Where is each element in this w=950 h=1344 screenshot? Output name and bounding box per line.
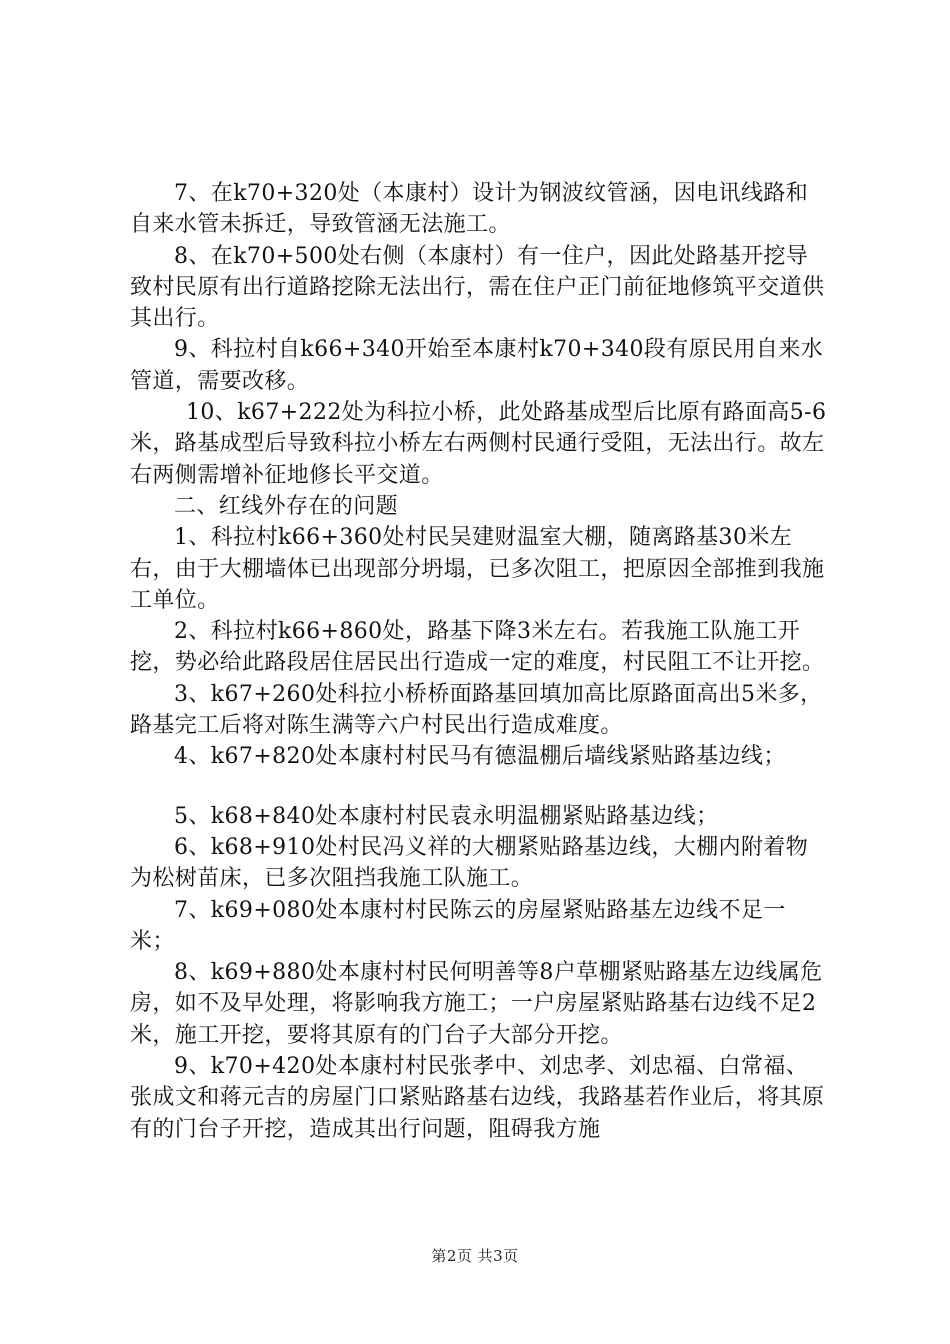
paragraph-issue-2: 2、科拉村k66+860处，路基下降3米左右。若我施工队施工开挖，势必给此路段居住居民出行造成一定的难度，村民阻工不让开挖。 [130, 619, 825, 676]
paragraph-issue-1: 1、科拉村k66+360处村民吴建财温室大棚，随离路基30米左右，由于大棚墙体已出现部分坍塌，已多次阻工，把原因全部推到我施工单位。 [130, 525, 825, 613]
section-heading: 二、红线外存在的问题 [174, 493, 399, 519]
paragraph-issue-6: 6、k68+910处村民冯义祥的大棚紧贴路基边线，大棚内附着物为松树苗床，已多次阻挡我施工队施工。 [130, 834, 809, 892]
paragraph-issue-4: 4、k67+820处本康村村民马有德温棚后墙线紧贴路基边线； [174, 744, 786, 770]
paragraph-item-9-water-pipe: 9、科拉村自k66+340开始至本康村k70+340段有原民用自来水管道，需要改移。 [130, 337, 824, 394]
paragraph-issue-8: 8、k69+880处本康村村民何明善等8户草棚紧贴路基左边线属危房，如不及早处理，将影响我方施工；一户房屋紧贴路基右边线不足2米，施工开挖，要将其原有的门台子大部分开挖。 [130, 960, 823, 1048]
paragraph-issue-3: 3、k67+260处科拉小桥桥面路基回填加高比原路面高出5米多，路基完工后将对陈生满等六户村民出行造成难度。 [130, 681, 823, 739]
paragraph-issue-9: 9、k70+420处本康村村民张孝中、刘忠孝、刘忠福、白常福、张成文和蒋元吉的房屋门口紧贴路基右边线，我路基若作业后，将其原有的门台子开挖，造成其出行问题，阻碍我方施 [130, 1054, 825, 1142]
page-footer: 第2页 共3页 [431, 1247, 519, 1265]
document-body [130, 178, 830, 1145]
paragraph-issue-5: 5、k68+840处本康村村民袁永明温棚紧贴路基边线； [174, 803, 719, 829]
paragraph-item-7-culvert: 7、在k70+320处（本康村）设计为钢波纹管涵，因电讯线路和自来水管未拆迁，导致管涵无法施工。 [130, 181, 809, 238]
paragraph-item-10-bridge: 10、k67+222处为科拉小桥，此处路基成型后比原有路面高5-6米，路基成型后导致科拉小桥左右两侧村民通行受阻，无法出行。故左右两侧需增补征地修长平交道。 [130, 400, 827, 488]
paragraph-item-8-household: 8、在k70+500处右侧（本康村）有一住户，因此处路基开挖导致村民原有出行道路挖除无法出行，需在住户正门前征地修筑平交道供其出行。 [130, 243, 825, 332]
paragraph-issue-7: 7、k69+080处本康村村民陈云的房屋紧贴路基左边线不足一米； [130, 897, 786, 954]
